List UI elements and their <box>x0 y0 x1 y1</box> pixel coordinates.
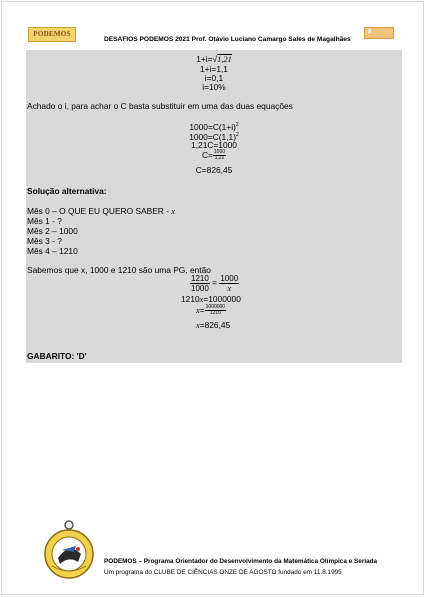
alternative-solution-heading: Solução alternativa: <box>27 186 107 196</box>
pg-equation-3: x= $\frac{1000000}{1210}$ <box>196 304 226 317</box>
paragraph-1: Achado o i, para achar o C basta substituir em uma das duas equações <box>27 101 293 111</box>
paragraph-2: Sabemos que x, 1000 e 1210 são uma PG, então <box>27 265 211 275</box>
month-0: Mês 0 – O QUE EU QUERO SABER - x <box>27 206 175 216</box>
c-equation-4: C= $\frac{1000}{1,21}$ <box>201 149 226 162</box>
header-title: DESAFIOS PODEMOS 2021 Prof. Otávio Luciano Camargo Sales de Magalhães <box>104 36 351 43</box>
pg-equation-1: $\frac{1210}{1000}$ = $\frac{1000}{x}$ <box>191 274 239 293</box>
month-1: Mês 1 - ? <box>27 216 62 226</box>
equation-line-2: 1+i=1,1 <box>200 64 228 74</box>
footer-line-1: PODEMOS – Programa Orientador do Desenvolvimento da Matemática Olímpica e Seriada <box>104 558 378 565</box>
page-number: 8 <box>368 29 372 35</box>
month-3: Mês 3 - ? <box>27 236 62 246</box>
pg-equation-4: x=826,45 <box>196 320 231 330</box>
c-equation-1: $1000=C(1+i)^2$ <box>189 121 239 132</box>
club-emblem-icon <box>38 516 100 582</box>
content-block <box>26 50 402 363</box>
c-equation-5: C=826,45 <box>195 165 233 175</box>
answer: GABARITO: 'D' <box>27 351 87 361</box>
c-equation-2: $1000=C(1,1)^2$ <box>189 131 239 142</box>
page-number-badge <box>364 27 394 39</box>
equation-line-3: i=0,1 <box>204 73 224 83</box>
pg-equation-2: 1210x=1000000 <box>181 294 241 304</box>
equation-line-1: 1+i=√1,21 <box>196 54 232 64</box>
c-fraction: $\frac{1000}{1,21}$ <box>213 149 226 162</box>
month-4: Mês 4 – 1210 <box>27 246 78 256</box>
podemos-logo: PODEMOS <box>28 27 76 42</box>
month-2: Mês 2 – 1000 <box>27 226 78 236</box>
c-equation-3: 1,21C=1000 <box>191 140 237 150</box>
footer-line-2: Um programa do CLUBE DE CIÊNCIAS ONZE DE AGOSTO fundado em 11.8.1995 <box>104 569 342 576</box>
equation-line-4: i=10% <box>202 82 226 92</box>
